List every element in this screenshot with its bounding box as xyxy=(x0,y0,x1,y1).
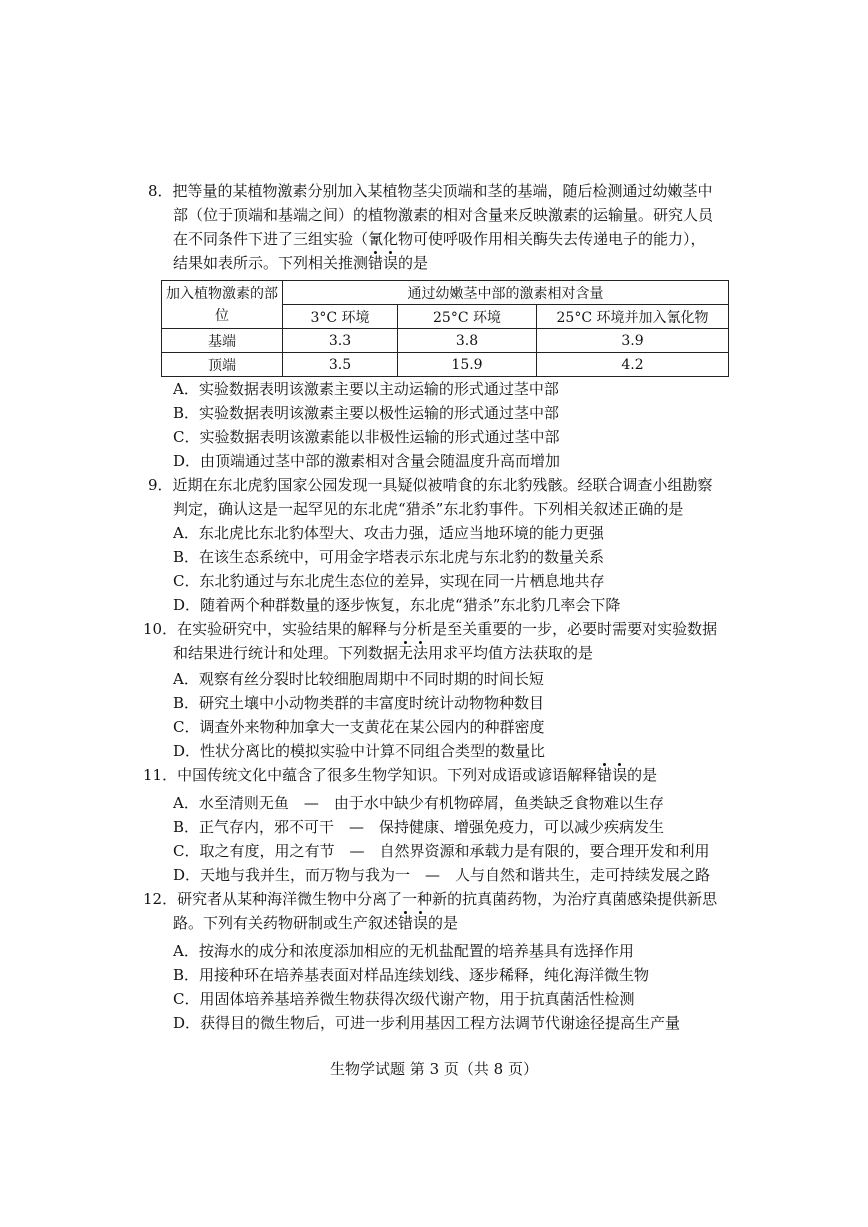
q11-option-a: A．水至清则无鱼 — 由于水中缺少有机物碎屑，鱼类缺乏食物难以生存 xyxy=(173,794,664,812)
q10-option-b: B．研究土壤中小动物类群的丰富度时统计动物物种数目 xyxy=(173,694,545,712)
q11-option-b: B．正气存内，邪不可干 — 保持健康、增强免疫力，可以减少疾病发生 xyxy=(173,818,665,836)
q9-line-2: 判定，确认这是一起罕见的东北虎“猎杀”东北豹事件。下列相关叙述正确的是 xyxy=(173,500,684,518)
table-head-position: 加入植物激素的部位 xyxy=(162,281,283,329)
table-cell: 3.5 xyxy=(283,353,398,377)
emphasis-char: 无 xyxy=(398,644,414,662)
table-sub-3c: 3°C 环境 xyxy=(283,305,398,329)
table-sub-25c-cyanide: 25°C 环境并加入氰化物 xyxy=(537,305,729,329)
emphasis-char: 错 xyxy=(368,254,384,272)
hormone-table xyxy=(161,280,729,377)
emphasis-char: 法 xyxy=(413,644,429,662)
q12-option-a: A．按海水的成分和浓度添加相应的无机盐配置的培养基具有选择作用 xyxy=(173,942,634,960)
table-row xyxy=(162,353,729,377)
emphasis-char: 错 xyxy=(597,766,613,784)
q12-option-d: D．获得目的微生物后，可进一步利用基因工程方法调节代谢途径提高生产量 xyxy=(173,1014,681,1032)
q9-line-1: 9．近期在东北虎豹国家公园发现一具疑似被啃食的东北豹残骸。经联合调查小组勘察 xyxy=(148,476,713,494)
row-label: 顶端 xyxy=(162,353,283,377)
q8-line-3: 在不同条件下进了三组实验（氰化物可使呼吸作用相关酶失去传递电子的能力）， xyxy=(173,230,706,248)
table-row xyxy=(162,329,729,353)
q12-line-2: 路。下列有关药物研制或生产叙述错误的是 xyxy=(173,914,459,932)
q11-option-c: C．取之有度，用之有节 — 自然界资源和承载力是有限的，要合理开发和利用 xyxy=(173,842,710,860)
q8-option-d: D．由顶端通过茎中部的激素相对含量会随温度升高而增加 xyxy=(173,452,561,470)
emphasis-char: 错 xyxy=(398,914,414,932)
q8-line-2: 部（位于顶端和基端之间）的植物激素的相对含量来反映激素的运输量。研究人员 xyxy=(173,206,714,224)
page-footer: 生物学试题 第 3 页（共 8 页） xyxy=(330,1060,538,1078)
q12-option-c: C．用固体培养基培养微生物获得次级代谢产物，用于抗真菌活性检测 xyxy=(173,990,635,1008)
q10-option-c: C．调查外来物种加拿大一支黄花在某公园内的种群密度 xyxy=(173,718,545,736)
q8-option-a: A．实验数据表明该激素主要以主动运输的形式通过茎中部 xyxy=(173,380,559,398)
row-label: 基端 xyxy=(162,329,283,353)
table-cell: 15.9 xyxy=(398,353,537,377)
q10-line-1: 10．在实验研究中，实验结果的解释与分析是至关重要的一步，必要时需要对实验数据 xyxy=(143,620,718,638)
table-cell: 4.2 xyxy=(537,353,729,377)
emphasis-char: 误 xyxy=(612,766,628,784)
table-head-main: 通过幼嫩茎中部的激素相对含量 xyxy=(283,281,729,305)
q11-line-1: 11．中国传统文化中蕴含了很多生物学知识。下列对成语或谚语解释错误的是 xyxy=(143,766,658,784)
q8-option-c: C．实验数据表明该激素能以非极性运输的形式通过茎中部 xyxy=(173,428,560,446)
q12-option-b: B．用接种环在培养基表面对样品连续划线、逐步稀释，纯化海洋微生物 xyxy=(173,966,650,984)
table-cell: 3.3 xyxy=(283,329,398,353)
q9-option-a: A．东北虎比东北豹体型大、攻击力强，适应当地环境的能力更强 xyxy=(173,524,604,542)
emphasis-char: 误 xyxy=(413,914,429,932)
q12-line-1: 12．研究者从某种海洋微生物中分离了一种新的抗真菌药物，为治疗真菌感染提供新思 xyxy=(143,890,718,908)
q9-option-b: B．在该生态系统中，可用金字塔表示东北虎与东北豹的数量关系 xyxy=(173,548,605,566)
q9-option-d: D．随着两个种群数量的逐步恢复，东北虎“猎杀”东北豹几率会下降 xyxy=(173,596,621,614)
table-sub-25c: 25°C 环境 xyxy=(398,305,537,329)
q8-line-4: 结果如表所示。下列相关推测错误的是 xyxy=(173,254,429,272)
q8-line-1: 8．把等量的某植物激素分别加入某植物茎尖顶端和茎的基端，随后检测通过幼嫩茎中 xyxy=(148,182,713,200)
table-cell: 3.9 xyxy=(537,329,729,353)
q9-option-c: C．东北豹通过与东北虎生态位的差异，实现在同一片栖息地共存 xyxy=(173,572,605,590)
table-cell: 3.8 xyxy=(398,329,537,353)
q11-option-d: D．天地与我并生，而万物与我为一 — 人与自然和谐共生，走可持续发展之路 xyxy=(173,866,711,884)
q10-option-d: D．性状分离比的模拟实验中计算不同组合类型的数量比 xyxy=(173,742,546,760)
q8-option-b: B．实验数据表明该激素主要以极性运输的形式通过茎中部 xyxy=(173,404,560,422)
q10-option-a: A．观察有丝分裂时比较细胞周期中不同时期的时间长短 xyxy=(173,670,544,688)
q10-line-2: 和结果进行统计和处理。下列数据无法用求平均值方法获取的是 xyxy=(173,644,594,662)
emphasis-char: 误 xyxy=(383,254,399,272)
